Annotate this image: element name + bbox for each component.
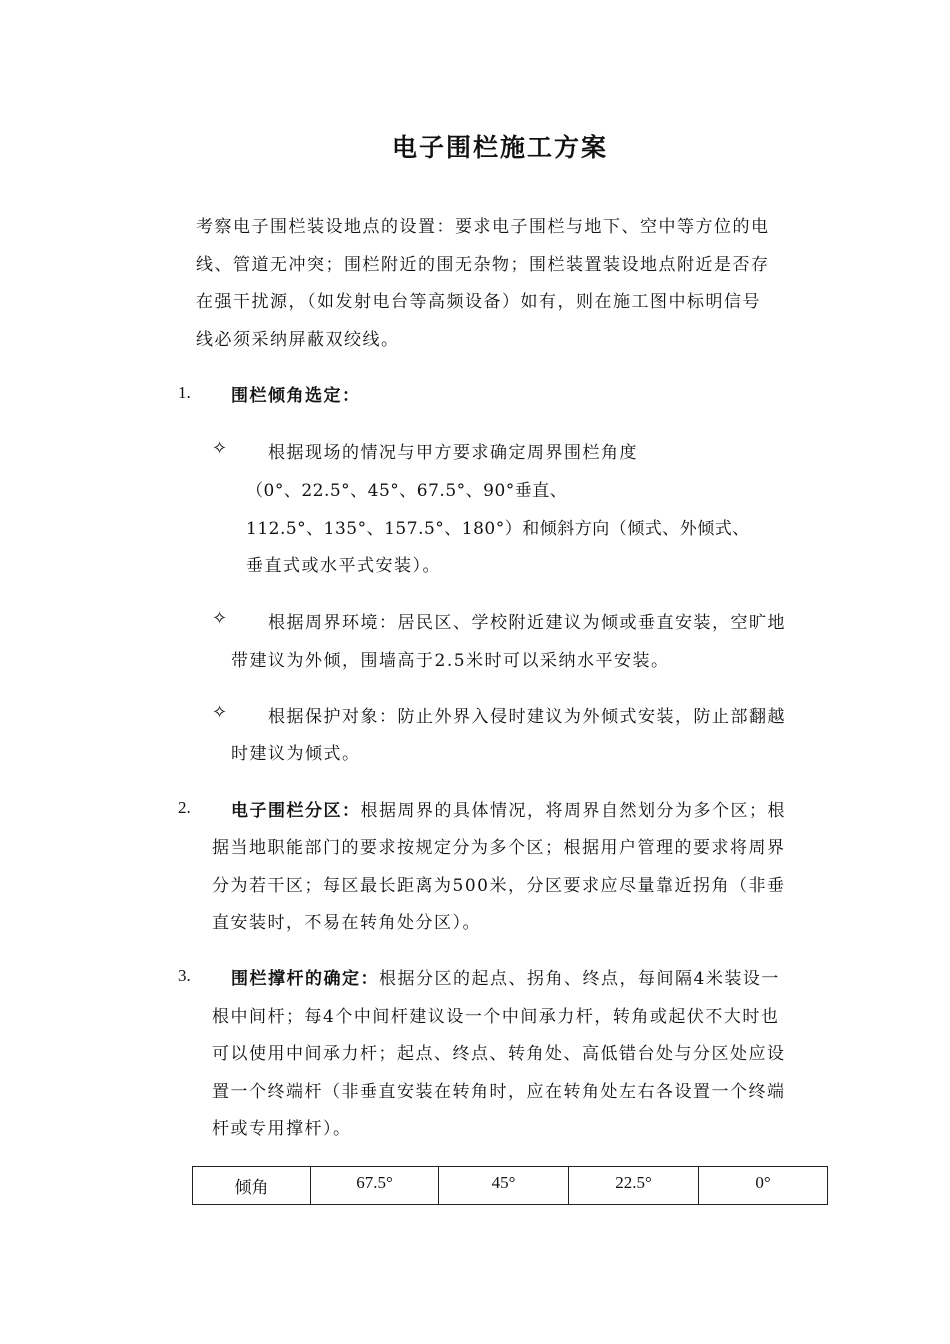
diamond-bullet-icon: ✧ bbox=[212, 702, 228, 723]
bullet-text: 时建议为倾式。 bbox=[231, 744, 361, 764]
section-first-line bbox=[231, 964, 780, 989]
diamond-bullet-icon: ✧ bbox=[212, 438, 228, 459]
section-text: 杆或专用撑杆）。 bbox=[212, 1119, 352, 1139]
section-text: 置一个终端杆（非垂直安装在转角时，应在转角处左右各设置一个终端 bbox=[212, 1082, 786, 1102]
section-first-line bbox=[231, 796, 786, 821]
section-text: 根据周界的具体情况，将周界自然划分为多个区；根 bbox=[360, 801, 786, 821]
section-number: 3. bbox=[178, 966, 191, 985]
section-heading: 围栏倾角选定： bbox=[231, 386, 361, 406]
section-number: 2. bbox=[178, 798, 191, 817]
section-text: 可以使用中间承力杆；起点、终点、转角处、高低错台处与分区处应设 bbox=[212, 1044, 786, 1064]
bullet-text: 根据现场的情况与甲方要求确定周界围栏角度 bbox=[268, 443, 638, 463]
document-title: 电子围栏施工方案 bbox=[391, 133, 608, 162]
section-text: 根据分区的起点、拐角、终点，每间隔4米装设一 bbox=[379, 969, 780, 989]
bullet-text: 根据保护对象：防止外界入侵时建议为外倾式安装，防止部翻越 bbox=[268, 707, 786, 727]
intro-line: 线、管道无冲突；围栏附近的围无杂物；围栏装置装设地点附近是否存 bbox=[196, 255, 770, 275]
intro-line: 在强干扰源，（如发射电台等高频设备）如有，则在施工图中标明信号 bbox=[196, 292, 761, 312]
bullet-text: 垂直式或水平式安装）。 bbox=[246, 556, 441, 576]
intro-line: 线必须采纳屏蔽双绞线。 bbox=[196, 330, 400, 350]
table-cell: 22.5° bbox=[569, 1167, 699, 1205]
section-text: 直安装时，不易在转角处分区）。 bbox=[212, 913, 481, 933]
angle-table bbox=[192, 1166, 828, 1205]
bullet-text: 112.5°、135°、157.5°、180°）和倾斜方向（倾式、外倾式、 bbox=[246, 519, 750, 539]
intro-line: 考察电子围栏装设地点的设置：要求电子围栏与地下、空中等方位的电 bbox=[196, 217, 770, 237]
bullet-text: 根据周界环境：居民区、学校附近建议为倾或垂直安装，空旷地 bbox=[268, 613, 786, 633]
table-cell: 45° bbox=[439, 1167, 569, 1205]
section-text: 据当地职能部门的要求按规定分为多个区；根据用户管理的要求将周界 bbox=[212, 838, 786, 858]
bullet-text: （0°、22.5°、45°、67.5°、90°垂直、 bbox=[246, 481, 568, 501]
table-cell: 倾角 bbox=[193, 1167, 311, 1205]
section-number: 1. bbox=[178, 383, 191, 402]
section-text: 分为若干区；每区最长距离为500米，分区要求应尽量靠近拐角（非垂 bbox=[212, 876, 786, 896]
section-heading: 围栏撑杆的确定： bbox=[231, 969, 379, 989]
table-cell: 67.5° bbox=[311, 1167, 439, 1205]
section-text: 根中间杆；每4个中间杆建议设一个中间承力杆，转角或起伏不大时也 bbox=[212, 1007, 780, 1027]
section-heading: 电子围栏分区： bbox=[231, 801, 361, 821]
bullet-text: 带建议为外倾，围墙高于2.5米时可以采纳水平安装。 bbox=[231, 651, 670, 671]
diamond-bullet-icon: ✧ bbox=[212, 608, 228, 629]
table-cell: 0° bbox=[699, 1167, 828, 1205]
table-row bbox=[193, 1167, 828, 1205]
